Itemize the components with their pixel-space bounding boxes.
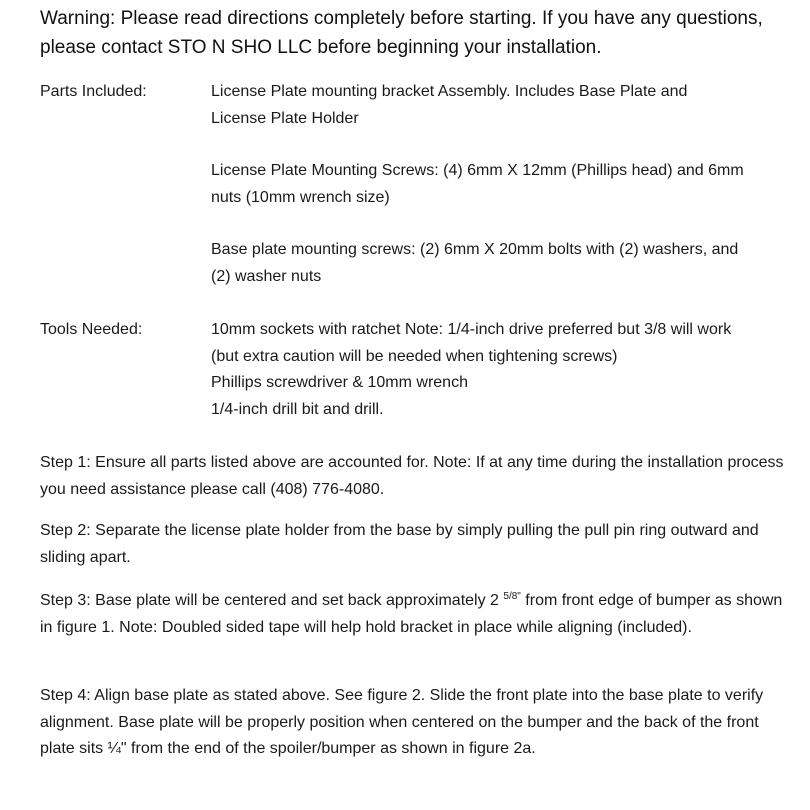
tools-item: Phillips screwdriver & 10mm wrench bbox=[211, 374, 468, 391]
tools-needed-label: Tools Needed: bbox=[40, 321, 143, 338]
step-3-measurement: 5/8" bbox=[503, 591, 521, 602]
parts-item: Base plate mounting screws: (2) 6mm X 20mm bolts with (2) washers, and (2) washer nuts bbox=[211, 241, 739, 285]
parts-included-label: Parts Included: bbox=[40, 83, 147, 100]
step-3-text-start: Step 3: Base plate will be centered and set back approximately 2 bbox=[40, 592, 504, 609]
tools-needed-section bbox=[40, 317, 790, 427]
step-4: Step 4: Align base plate as stated above. See figure 2. Slide the front plate into the base plate to verify alignment. Base plate will be properly position when centered on the bumper and the back of the front plate sits ¼" from the end of the spoiler/bumper as shown in figure 2a. bbox=[40, 687, 764, 757]
tools-item: 1/4-inch drill bit and drill. bbox=[211, 400, 384, 418]
step-3-text-end: from front edge of bumper as shown in figure 1. Note: Doubled sided tape will help hold bracket in place while aligning (included). bbox=[40, 592, 783, 636]
step-1: Step 1: Ensure all parts listed above are accounted for. Note: If at any time during the installation process you need assistance please call (408) 776-4080. bbox=[40, 454, 784, 498]
parts-item: License Plate mounting bracket Assembly. Includes Base Plate and License Plate Holder bbox=[211, 83, 688, 127]
parts-item: License Plate Mounting Screws: (4) 6mm X 12mm (Phillips head) and 6mm nuts (10mm wrench size) bbox=[211, 162, 744, 206]
tools-list bbox=[211, 317, 771, 423]
tools-item: 10mm sockets with ratchet Note: 1/4-inch drive preferred but 3/8 will work (but extra caution will be needed when tightening screws) bbox=[211, 321, 732, 365]
step-2: Step 2: Separate the license plate holder from the base by simply pulling the pull pin ring outward and sliding apart. bbox=[40, 522, 759, 566]
warning-text: Warning: Please read directions completely before starting. If you have any questions, please contact STO N SHO LLC before beginning your installation. bbox=[40, 8, 763, 58]
parts-included-section bbox=[40, 79, 790, 299]
step-3 bbox=[40, 588, 785, 641]
